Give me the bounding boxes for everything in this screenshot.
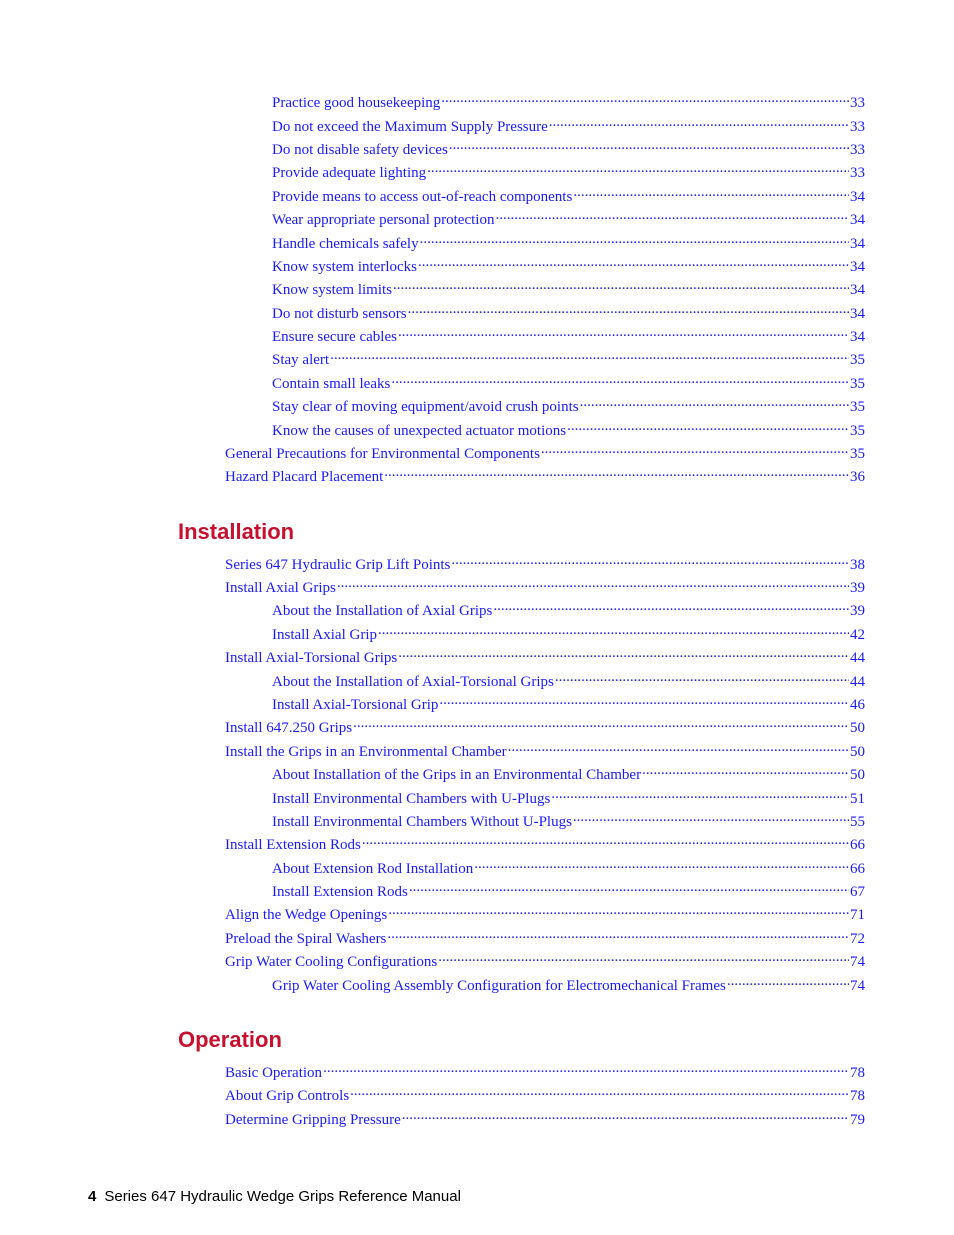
toc-entry-title: General Precautions for Environmental Components — [225, 446, 540, 462]
dot-leader — [323, 1059, 849, 1077]
toc-entry-page: 33 — [850, 165, 865, 181]
dot-leader — [541, 440, 849, 458]
dot-leader — [551, 785, 849, 803]
dot-leader — [727, 972, 849, 990]
toc-entry-title: Install Axial Grip — [272, 627, 377, 643]
toc-entry-page: 34 — [850, 189, 865, 205]
toc-entry-page: 51 — [850, 791, 865, 807]
toc-entry[interactable] — [225, 551, 865, 574]
toc-entry[interactable] — [225, 901, 865, 924]
toc-entry-page: 33 — [850, 142, 865, 158]
toc-entry[interactable] — [272, 113, 865, 136]
toc-entry-page: 74 — [850, 954, 865, 970]
toc-entry-page: 39 — [850, 580, 865, 596]
dot-leader — [409, 878, 849, 896]
section-heading-installation: Installation — [178, 519, 295, 544]
toc-entry-title: Determine Gripping Pressure — [225, 1112, 401, 1128]
dot-leader — [555, 668, 849, 686]
toc-entry-page: 35 — [850, 376, 865, 392]
dot-leader — [393, 276, 849, 294]
toc-entry-title: Know system interlocks — [272, 259, 417, 275]
toc-entry[interactable] — [272, 346, 865, 369]
dot-leader — [495, 206, 849, 224]
toc-entry[interactable] — [225, 831, 865, 854]
toc-entry-page: 34 — [850, 329, 865, 345]
toc-entry[interactable] — [272, 668, 865, 691]
toc-entry-page: 79 — [850, 1112, 865, 1128]
dot-leader — [362, 831, 849, 849]
toc-entry-page: 42 — [850, 627, 865, 643]
toc-entry-title: Series 647 Hydraulic Grip Lift Points — [225, 557, 451, 573]
dot-leader — [508, 738, 849, 756]
toc-entry-title: Install the Grips in an Environmental Chamber — [225, 744, 507, 760]
dot-leader — [398, 644, 849, 662]
toc-entry-page: 34 — [850, 306, 865, 322]
dot-leader — [580, 393, 849, 411]
dot-leader — [402, 1106, 849, 1124]
toc-entry-title: Do not disturb sensors — [272, 306, 407, 322]
toc-entry[interactable] — [272, 808, 865, 831]
dot-leader — [384, 463, 849, 481]
dot-leader — [549, 113, 849, 131]
toc-entry-page: 78 — [850, 1088, 865, 1104]
toc-entry-page: 38 — [850, 557, 865, 573]
toc-entry-title: Provide adequate lighting — [272, 165, 427, 181]
page-footer — [88, 1188, 461, 1205]
toc-entry-title: Install Axial-Torsional Grip — [272, 697, 439, 713]
dot-leader — [642, 761, 849, 779]
toc-entry-page: 66 — [850, 837, 865, 853]
toc-entry[interactable] — [272, 972, 865, 995]
dot-leader — [350, 1082, 849, 1100]
toc-entry-title: Install Environmental Chambers Without U-Plugs — [272, 814, 572, 830]
toc-entry-title: Preload the Spiral Washers — [225, 931, 387, 947]
toc-entry[interactable] — [272, 878, 865, 901]
toc-entry[interactable] — [225, 714, 865, 737]
dot-leader — [567, 417, 849, 435]
toc-entry-title: About Installation of the Grips in an Environmental Chamber — [272, 767, 642, 783]
toc-entry[interactable] — [272, 300, 865, 323]
toc-entry-page: 39 — [850, 603, 865, 619]
toc-entry[interactable] — [272, 621, 865, 644]
dot-leader — [427, 159, 849, 177]
toc-entry[interactable] — [272, 417, 865, 440]
toc-entry[interactable] — [225, 925, 865, 948]
toc-entry-title: Stay clear of moving equipment/avoid crush points — [272, 399, 579, 415]
toc-entry-title: Grip Water Cooling Configurations — [225, 954, 438, 970]
toc-entry-title: Do not disable safety devices — [272, 142, 448, 158]
toc-entry[interactable] — [272, 89, 865, 112]
toc-entry-page: 66 — [850, 861, 865, 877]
toc-entry-title: Provide means to access out-of-reach components — [272, 189, 573, 205]
toc-entry[interactable] — [272, 159, 865, 182]
toc-entry-title: Contain small leaks — [272, 376, 391, 392]
dot-leader — [441, 89, 849, 107]
dot-leader — [330, 346, 849, 364]
toc-entry[interactable] — [225, 1059, 865, 1082]
toc-entry-title: Install Axial Grips — [225, 580, 336, 596]
toc-entry-title: Practice good housekeeping — [272, 95, 441, 111]
toc-entry[interactable] — [272, 230, 865, 253]
toc-entry-page: 35 — [850, 423, 865, 439]
dot-leader — [493, 597, 849, 615]
toc-entry[interactable] — [272, 597, 865, 620]
toc-entry[interactable] — [225, 463, 865, 486]
toc-entry-title: Stay alert — [272, 352, 330, 368]
dot-leader — [378, 621, 849, 639]
toc-entry[interactable] — [272, 691, 865, 714]
toc-entry-title: Grip Water Cooling Assembly Configuration for Electromechanical Frames — [272, 978, 726, 994]
toc-entry-page: 33 — [850, 119, 865, 135]
toc-entry[interactable] — [225, 440, 865, 463]
toc-entry-page: 34 — [850, 282, 865, 298]
toc-entry-page: 36 — [850, 469, 865, 485]
toc-entry[interactable] — [272, 761, 865, 784]
toc-entry-page: 71 — [850, 907, 865, 923]
toc-entry-title: Install Extension Rods — [225, 837, 361, 853]
dot-leader — [391, 370, 849, 388]
toc-entry-page: 44 — [850, 674, 865, 690]
toc-entry-title: Wear appropriate personal protection — [272, 212, 495, 228]
toc-entry-page: 74 — [850, 978, 865, 994]
toc-entry-title: Ensure secure cables — [272, 329, 397, 345]
footer-page-number: 4 — [88, 1188, 97, 1205]
section-heading-operation: Operation — [178, 1027, 282, 1052]
toc-entry[interactable] — [272, 785, 865, 808]
toc-entry-page: 55 — [850, 814, 865, 830]
toc-entry-title: About the Installation of Axial-Torsional Grips — [272, 674, 554, 690]
toc-entry-title: Install Extension Rods — [272, 884, 408, 900]
toc-entry-page: 50 — [850, 720, 865, 736]
toc-entry-page: 67 — [850, 884, 865, 900]
dot-leader — [438, 948, 849, 966]
toc-entry[interactable] — [225, 574, 865, 597]
dot-leader — [418, 253, 849, 271]
toc-entry-title: About the Installation of Axial Grips — [272, 603, 493, 619]
toc-entry[interactable] — [272, 323, 865, 346]
dot-leader — [449, 136, 849, 154]
dot-leader — [353, 714, 849, 732]
toc-entry-title: About Extension Rod Installation — [272, 861, 474, 877]
toc-entry-page: 34 — [850, 236, 865, 252]
toc-entry-title: Install Axial-Torsional Grips — [225, 650, 398, 666]
dot-leader — [398, 323, 849, 341]
toc-entry[interactable] — [272, 393, 865, 416]
toc-entry[interactable] — [225, 738, 865, 761]
toc-entry-title: Do not exceed the Maximum Supply Pressure — [272, 119, 548, 135]
dot-leader — [408, 300, 849, 318]
toc-entry-title: Hazard Placard Placement — [225, 469, 384, 485]
toc-entry-title: Handle chemicals safely — [272, 236, 419, 252]
toc-entry[interactable] — [272, 183, 865, 206]
toc-entry-title: Basic Operation — [225, 1065, 323, 1081]
toc-entry-page: 34 — [850, 259, 865, 275]
dot-leader — [573, 808, 849, 826]
toc-entry[interactable] — [225, 1106, 865, 1129]
dot-leader — [387, 925, 849, 943]
toc-entry-title: Know the causes of unexpected actuator motions — [272, 423, 567, 439]
toc-entry[interactable] — [272, 276, 865, 299]
toc-entry[interactable] — [272, 136, 865, 159]
toc-entry[interactable] — [272, 855, 865, 878]
dot-leader — [451, 551, 849, 569]
toc-entry-page: 44 — [850, 650, 865, 666]
dot-leader — [474, 855, 849, 873]
toc-entry-page: 78 — [850, 1065, 865, 1081]
toc-entry-page: 33 — [850, 95, 865, 111]
toc-entry-page: 35 — [850, 352, 865, 368]
footer-manual-title: Series 647 Hydraulic Wedge Grips Reference Manual — [104, 1188, 461, 1205]
toc-entry-page: 34 — [850, 212, 865, 228]
toc-entry-page: 72 — [850, 931, 865, 947]
toc-entry[interactable] — [225, 1082, 865, 1105]
toc-entry-page: 50 — [850, 744, 865, 760]
dot-leader — [388, 901, 849, 919]
toc-entry-page: 46 — [850, 697, 865, 713]
dot-leader — [420, 230, 849, 248]
dot-leader — [439, 691, 849, 709]
toc-entry-title: Install Environmental Chambers with U-Plugs — [272, 791, 551, 807]
toc-entry[interactable] — [225, 948, 865, 971]
toc-entry-title: About Grip Controls — [225, 1088, 350, 1104]
toc-entry[interactable] — [272, 253, 865, 276]
toc-entry[interactable] — [272, 206, 865, 229]
toc-entry-page: 35 — [850, 399, 865, 415]
toc-entry-title: Know system limits — [272, 282, 393, 298]
dot-leader — [337, 574, 849, 592]
toc-entry-page: 50 — [850, 767, 865, 783]
toc-entry-title: Install 647.250 Grips — [225, 720, 353, 736]
dot-leader — [573, 183, 849, 201]
toc-entry-page: 35 — [850, 446, 865, 462]
toc-entry-title: Align the Wedge Openings — [225, 907, 388, 923]
toc-entry[interactable] — [272, 370, 865, 393]
toc-entry[interactable] — [225, 644, 865, 667]
